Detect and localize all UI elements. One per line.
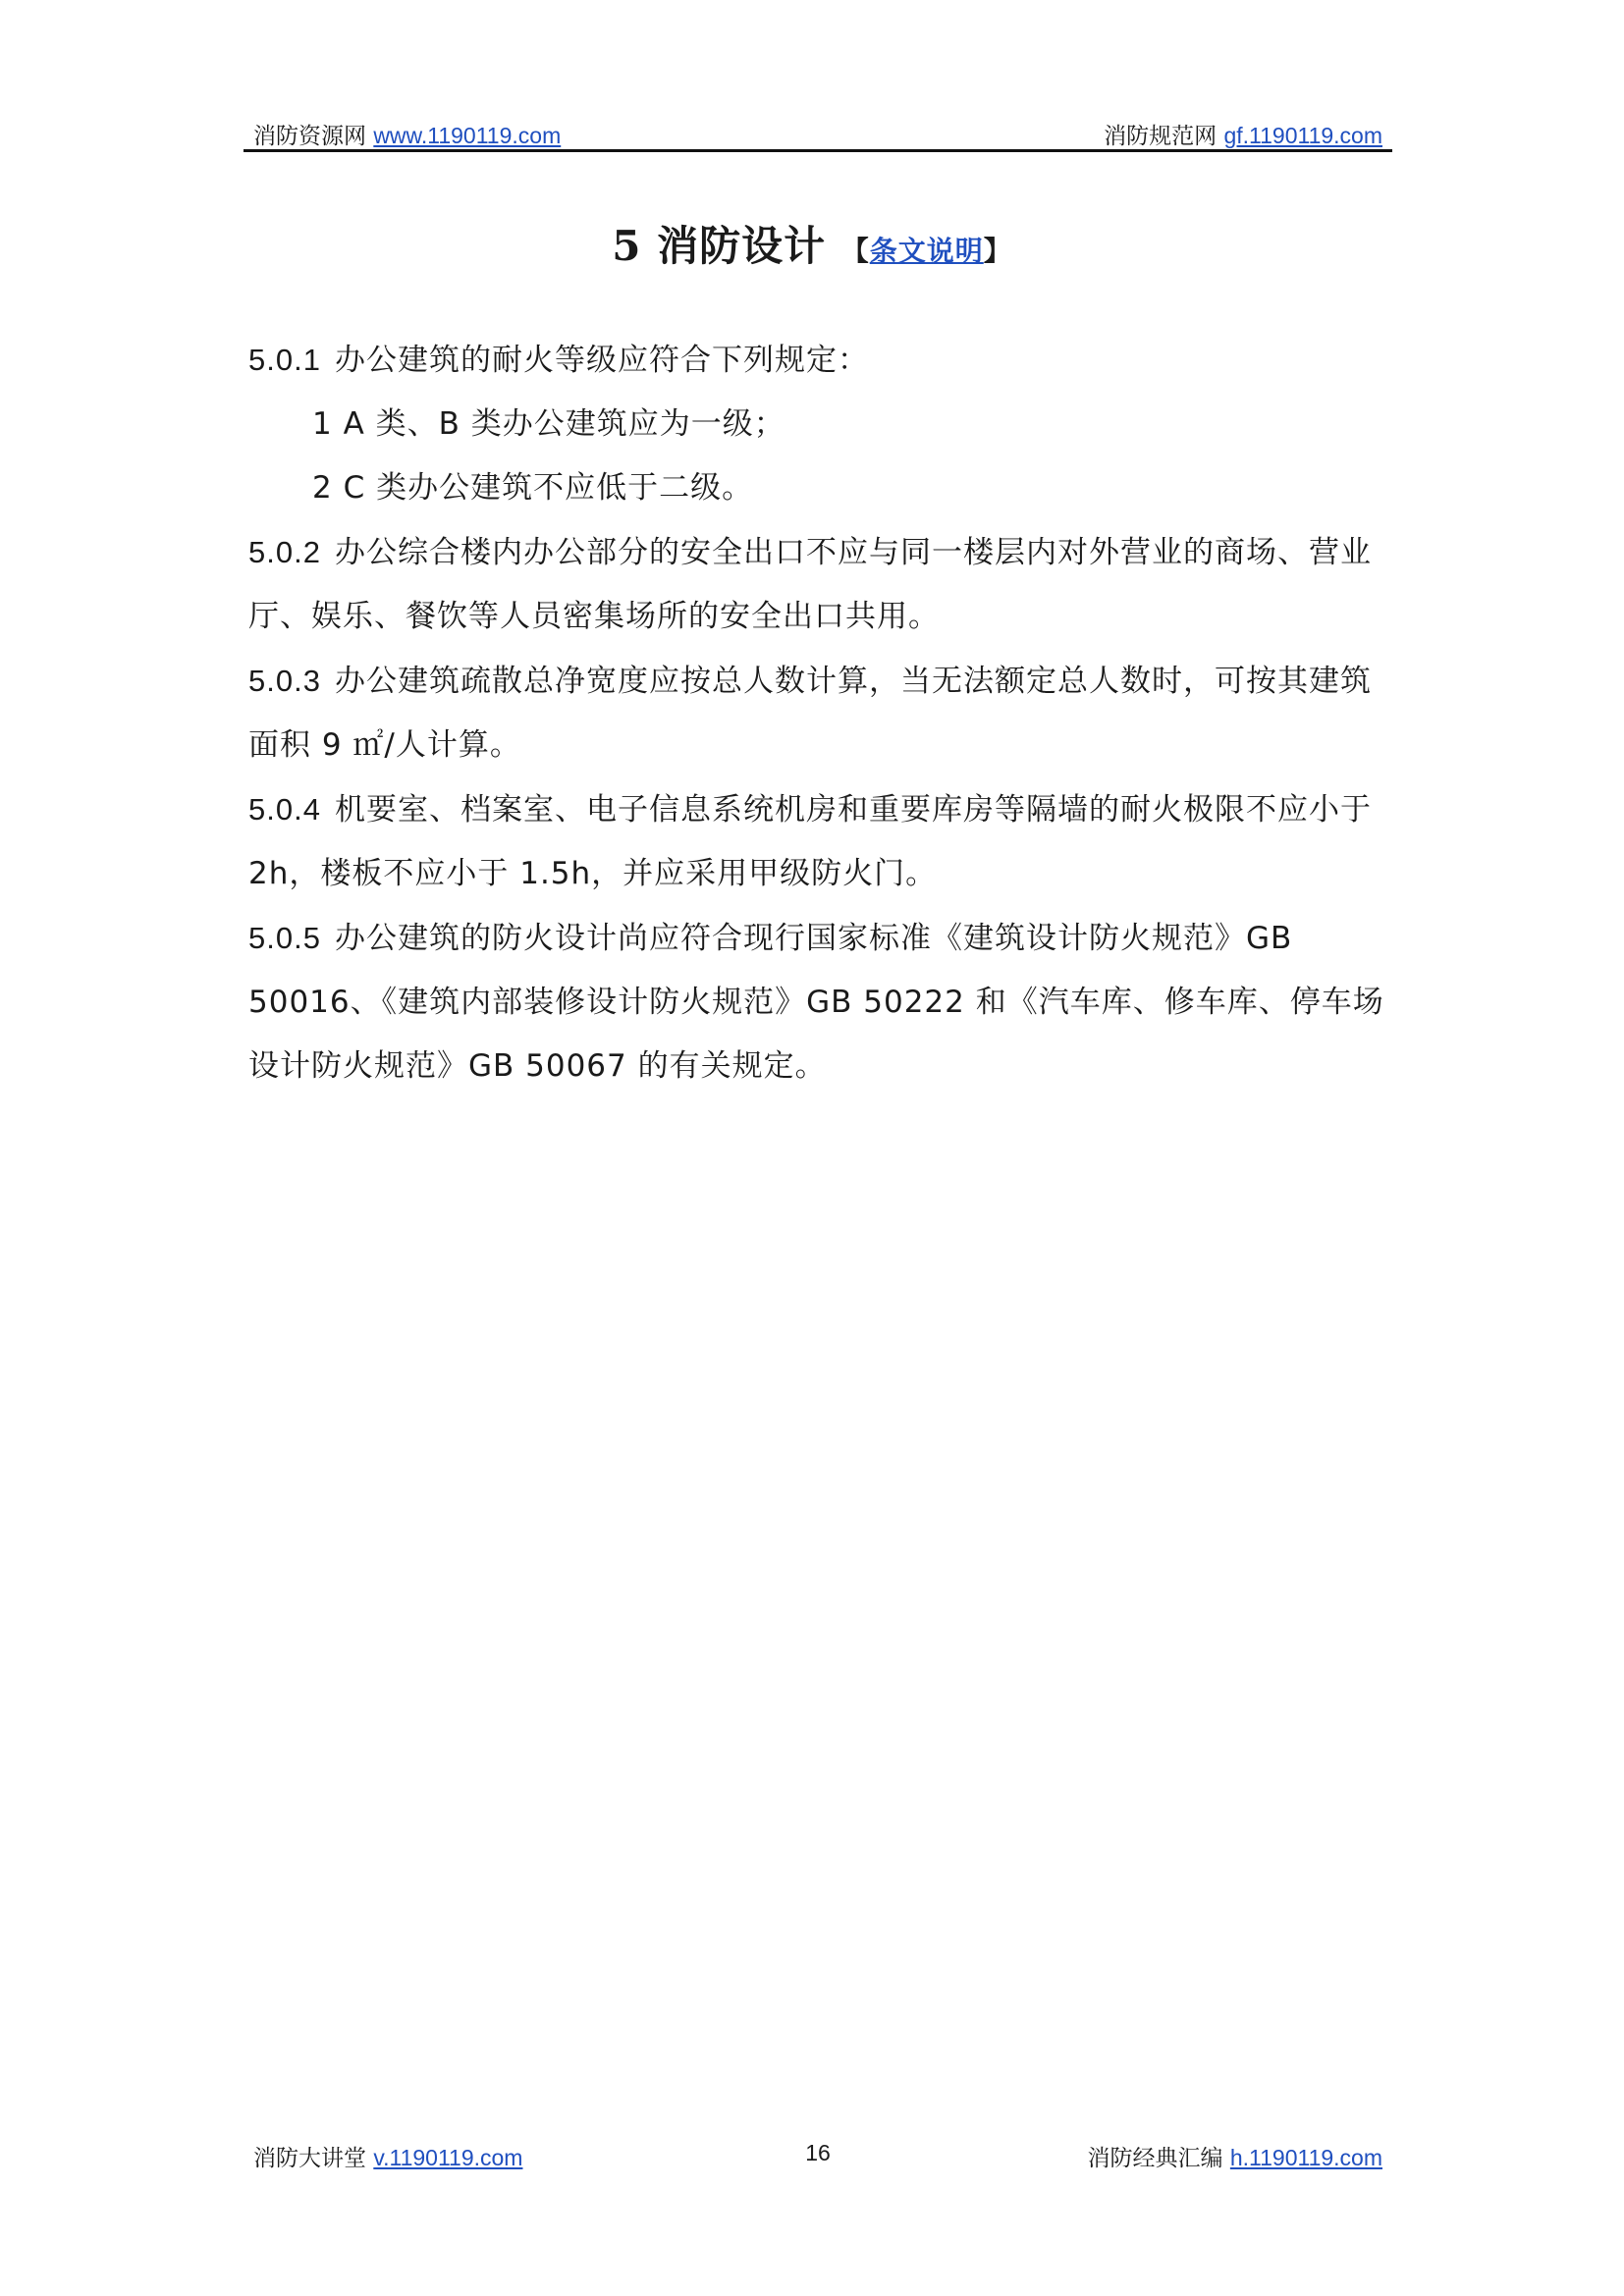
- clause-text: 机要室、档案室、电子信息系统机房和重要库房等隔墙的耐火极限不应小于 2h，楼板不应小于 1.5h，并应采用甲级防火门。: [248, 792, 1372, 891]
- header-divider: [244, 149, 1392, 152]
- page-footer: [244, 2140, 1392, 2179]
- clause-5-0-4: [248, 777, 1387, 906]
- header-left-link[interactable]: www.1190119.com: [373, 123, 562, 148]
- footer-right: [1088, 2140, 1382, 2172]
- page-number: 16: [805, 2140, 831, 2165]
- clause-number: 5.0.4: [248, 792, 321, 827]
- bracket-close: 】: [983, 235, 1012, 267]
- footer-left-link[interactable]: v.1190119.com: [373, 2145, 523, 2170]
- clause-item-1: 1 A 类、B 类办公建筑应为一级；: [312, 406, 785, 442]
- clause-5-0-3: [248, 649, 1387, 777]
- clause-text: 办公建筑疏散总净宽度应按总人数计算，当无法额定总人数时，可按其建筑面积 9 ㎡/人计算。: [248, 664, 1372, 763]
- footer-right-link[interactable]: h.1190119.com: [1229, 2145, 1382, 2170]
- header-left-label: 消防资源网: [253, 124, 366, 149]
- clause-text: 办公建筑的防火设计尚应符合现行国家标准《建筑设计防火规范》GB 50016、《建筑内部装修设计防火规范》GB 50222 和《汽车库、修车库、停车场设计防火规范》GB 50067 的有关规定。: [248, 921, 1384, 1084]
- clauses-body: [248, 328, 1387, 1098]
- header-right: [1104, 118, 1382, 150]
- section-title: [0, 214, 1624, 273]
- header-left: [253, 118, 561, 150]
- clause-5-0-2: [248, 520, 1387, 649]
- clause-number: 5.0.2: [248, 535, 321, 569]
- clause-5-0-5: [248, 906, 1387, 1098]
- clause-number: 5.0.5: [248, 921, 321, 955]
- clause-text: 办公建筑的耐火等级应符合下列规定：: [334, 343, 869, 378]
- clause-notes-link[interactable]: 条文说明: [869, 235, 984, 267]
- section-title-text: 5 消防设计: [612, 222, 827, 270]
- footer-right-label: 消防经典汇编: [1087, 2146, 1223, 2171]
- page-header: [244, 114, 1392, 153]
- clause-5-0-1: [248, 328, 1387, 393]
- clause-text: 办公综合楼内办公部分的安全出口不应与同一楼层内对外营业的商场、营业厅、娱乐、餐饮等人员密集场所的安全出口共用。: [248, 535, 1372, 634]
- bracket-open: 【: [840, 235, 870, 267]
- footer-left-label: 消防大讲堂: [253, 2146, 366, 2171]
- clause-number: 5.0.3: [248, 664, 321, 698]
- clause-item-2: 2 C 类办公建筑不应低于二级。: [312, 470, 754, 506]
- header-right-link[interactable]: gf.1190119.com: [1223, 123, 1382, 148]
- clause-number: 5.0.1: [248, 343, 321, 377]
- header-right-label: 消防规范网: [1104, 124, 1218, 149]
